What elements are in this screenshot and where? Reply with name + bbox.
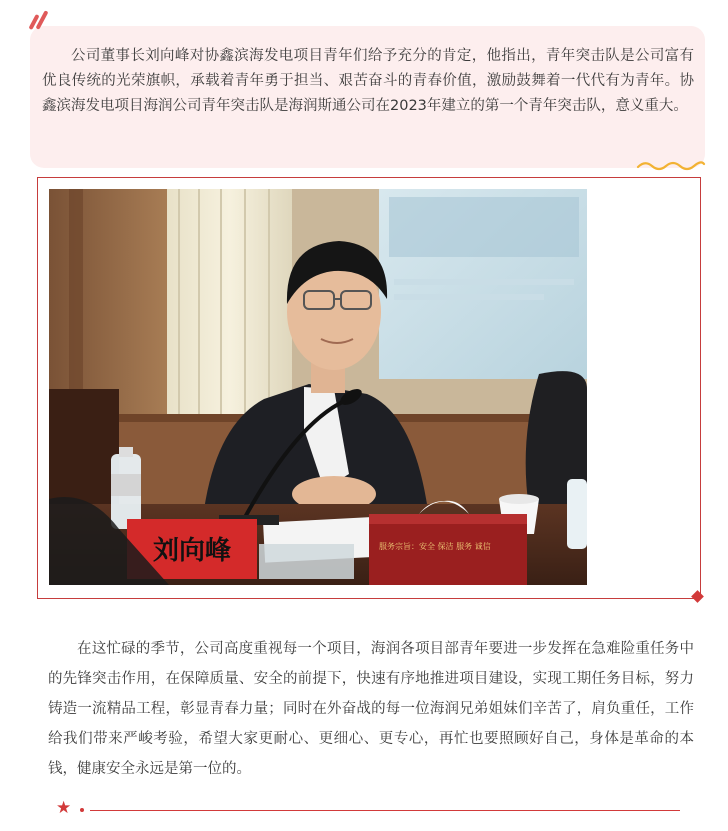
star-icon: ★ [56,798,72,818]
quote-text: 公司董事长刘向峰对协鑫滨海发电项目青年们给予充分的肯定，他指出，青年突击队是公司富有优良传统的光荣旗帜，承载着青年勇于担当、艰苦奋斗的青春价值，激励鼓舞着一代代有为青年。协鑫滨海发电项目海润公司青年突击队是海润斯通公司在2023年建立的第一个青年突击队，意义重大。 [42,48,694,114]
wave-decoration-icon [636,158,706,172]
divider-line [90,810,680,811]
nameplate-text: 刘向峰 [152,536,232,566]
meeting-photo [49,189,587,585]
body-paragraph [48,634,694,784]
quote-paragraph [42,44,694,119]
body-text: 在这忙碌的季节，公司高度重视每一个项目，海润各项目部青年要进一步发挥在急难险重任务中的先锋突击作用，在保障质量、安全的前提下，快速有序地推进项目建设，实现工期任务目标，努力铸造一流精品工程，彰显青春力量；同时在外奋战的每一位海润兄弟姐妹们辛苦了，肩负重任，工作给我们带来严峻考验，希望大家更耐心、更细心、更专心，再忙也要照顾好自己，身体是革命的本钱，健康安全永远是第一位的。 [48,641,694,777]
tissue-box-text: 服务宗旨：安全 保洁 服务 诚信 [379,542,491,551]
divider-dot-icon [80,808,84,812]
